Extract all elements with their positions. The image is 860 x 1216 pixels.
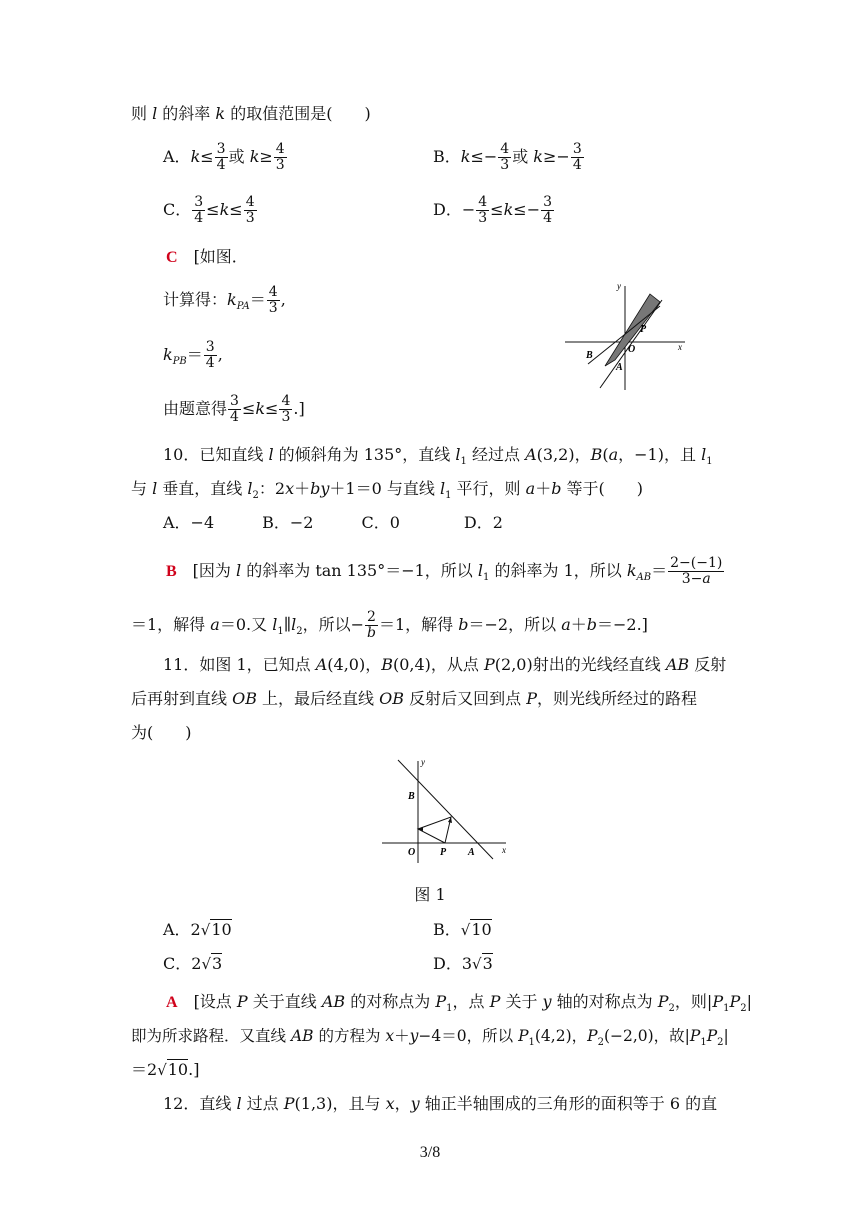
q11-stem-line3: 为( ): [131, 723, 192, 742]
q9-stem: 则 l 的斜率 k 的取值范围是( ): [131, 104, 371, 123]
q11-fig-b-label: B: [408, 791, 415, 802]
q11-option-c: C．2√3: [163, 954, 223, 973]
q9-answer-line2: 计算得：$k_{PA}=$ $\frac{4}{3}$ ,: [163, 284, 286, 316]
q11-fig-p-label: P: [440, 847, 447, 858]
q10-options: A．−4 B．−2 C．0 D．2: [163, 513, 503, 532]
q10-stem-line1: 10．已知直线 l 的倾斜角为 135°，直线 $l_1$ 经过点 A(3,2)，B(a，−1)，且 $l_1$: [163, 445, 713, 468]
q10-stem-line2: 与 l 垂直，直线 $l_2$：2x＋by＋1＝0 与直线 $l_1$ 平行，则 a＋b 等于( ): [131, 479, 644, 502]
q11-answer-line3: ＝2√10.]: [131, 1060, 200, 1079]
q11-fig-y-label: y: [421, 757, 425, 767]
q9-option-d: D．− $\frac{4}{3}$ ≤k≤− $\frac{3}{4}$: [433, 194, 553, 226]
q9-fig-y-label: y: [617, 281, 621, 291]
q11-stem-line2: 后再射到直线 OB 上，最后经直线 OB 反射后又回到点 P，则光线所经过的路程: [131, 689, 697, 708]
q11-answer-line2: 即为所求路程．又直线 AB 的方程为 x＋y−4＝0，所以 $P_1(4,2)$，$P_2(-2,0)$，故$|P_1P_2|$: [131, 1027, 729, 1049]
q11-fig-a-label: A: [468, 847, 475, 858]
q11-option-b: B．√10: [433, 920, 492, 939]
q9-option-b: B．k≤− $\frac{4}{3}$ 或 k≥− $\frac{3}{4}$: [433, 141, 582, 173]
q11-fig-o-label: O: [408, 847, 416, 858]
q11-option-a: A．2√10: [163, 920, 232, 939]
q10-answer-line1: B [因为 l 的斜率为 tan 135°＝−1，所以 $l_1$ 的斜率为 1，所以 $k_{AB}=$ $\frac{2-(-1)}{3-a}$: [166, 555, 723, 587]
q10-answer-letter: B: [166, 563, 177, 580]
q9-fig-a-label: A: [616, 362, 623, 373]
q9-fig-o-label: O: [628, 344, 636, 355]
q9-answer-line1: C [如图．: [166, 247, 248, 266]
q11-figure: [378, 755, 518, 865]
q12-stem-line1: 12．直线 l 过点 P(1,3)，且与 x，y 轴正半轴围成的三角形的面积等于 6 的直: [163, 1094, 718, 1113]
q9-fig-x-label: x: [678, 342, 682, 352]
q11-fig-x-label: x: [502, 845, 506, 855]
page-number: 3/8: [419, 1144, 441, 1161]
q11-answer-line1: A [设点 P 关于直线 AB 的对称点为 $P_1$，点 P 关于 y 轴的对称点为 $P_2$，则$|P_1P_2|$: [166, 992, 752, 1015]
q11-option-d: D．3√3: [433, 954, 493, 973]
q11-answer-letter: A: [166, 994, 178, 1011]
q9-option-c: C． $\frac{3}{4}$ ≤k≤ $\frac{4}{3}$: [163, 194, 255, 226]
q11-figure-caption: 图 1: [414, 885, 446, 904]
q10-answer-line2: ＝1，解得 a＝0.又 $l_1\parallel l_2$，所以− $\frac{2}{b}$ ＝1，解得 b＝−2，所以 a＋b＝−2.]: [131, 609, 648, 641]
q11-stem-line1: 11．如图 1，已知点 A(4,0)，B(0,4)，从点 P(2,0)射出的光线经直线 AB 反射: [163, 655, 727, 674]
q9-answer-line4: 由题意得 $\frac{3}{4}$ ≤k≤ $\frac{4}{3}$ .]: [163, 393, 305, 425]
q9-answer-letter: C: [166, 249, 178, 266]
q9-fig-b-label: B: [586, 350, 593, 361]
q9-option-a: A．k≤ $\frac{3}{4}$ 或 k≥ $\frac{4}{3}$: [163, 141, 285, 173]
q9-fig-p-label: P: [640, 324, 647, 335]
q9-figure: [560, 280, 695, 392]
q9-answer-line3: $k_{PB}=$ $\frac{3}{4}$ ,: [163, 339, 223, 371]
